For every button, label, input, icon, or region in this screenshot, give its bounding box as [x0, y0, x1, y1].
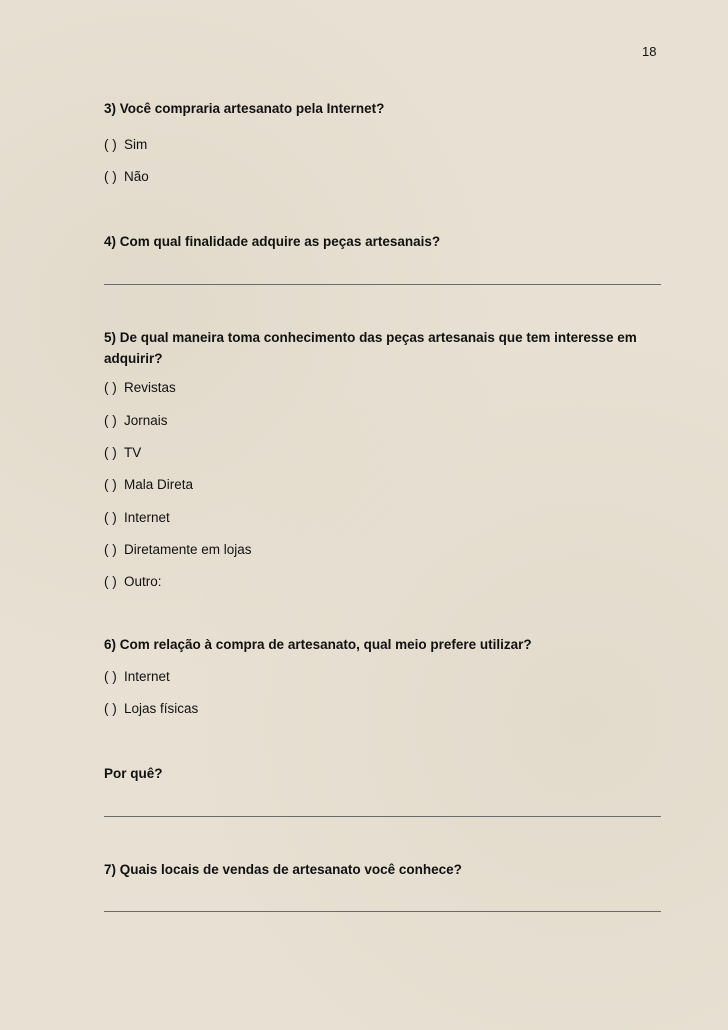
question-3: 3) Você compraria artesanato pela Internet?	[104, 101, 385, 116]
checkbox-mark: ( )	[104, 701, 117, 716]
option-q5-mala-direta	[104, 477, 193, 492]
answer-line-q4	[104, 284, 661, 285]
option-q5-diretamente-em-lojas	[104, 542, 252, 557]
option-label: Lojas físicas	[124, 701, 199, 716]
option-label: TV	[124, 445, 142, 460]
question-6-followup: Por quê?	[104, 766, 163, 781]
option-q5-revistas	[104, 380, 176, 395]
option-q6-lojas-fisicas	[104, 701, 198, 716]
answer-line-q7	[104, 911, 661, 912]
option-q5-jornais	[104, 413, 168, 428]
checkbox-mark: ( )	[104, 669, 117, 684]
option-q5-internet	[104, 510, 170, 525]
option-label: Diretamente em lojas	[124, 542, 252, 557]
checkbox-mark: ( )	[104, 445, 117, 460]
option-label: Internet	[124, 669, 170, 684]
checkbox-mark: ( )	[104, 574, 117, 589]
checkbox-mark: ( )	[104, 542, 117, 557]
option-label: Sim	[124, 137, 148, 152]
question-4: 4) Com qual finalidade adquire as peças artesanais?	[104, 234, 441, 249]
page-number: 18	[642, 44, 657, 59]
option-label: Revistas	[124, 380, 176, 395]
question-7: 7) Quais locais de vendas de artesanato você conhece?	[104, 862, 462, 877]
option-q6-internet	[104, 669, 170, 684]
option-q3-nao	[104, 169, 149, 184]
option-label: Internet	[124, 510, 170, 525]
checkbox-mark: ( )	[104, 510, 117, 525]
answer-line-q6	[104, 816, 661, 817]
checkbox-mark: ( )	[104, 477, 117, 492]
checkbox-mark: ( )	[104, 169, 117, 184]
question-6: 6) Com relação à compra de artesanato, qual meio prefere utilizar?	[104, 637, 532, 652]
option-label: Não	[124, 169, 149, 184]
option-label: Jornais	[124, 413, 168, 428]
option-q5-outro	[104, 574, 162, 589]
option-label: Outro:	[124, 574, 162, 589]
checkbox-mark: ( )	[104, 413, 117, 428]
checkbox-mark: ( )	[104, 137, 117, 152]
option-q5-tv	[104, 445, 141, 460]
checkbox-mark: ( )	[104, 380, 117, 395]
option-label: Mala Direta	[124, 477, 194, 492]
option-q3-sim	[104, 137, 147, 152]
question-5: 5) De qual maneira toma conhecimento das peças artesanais que tem interesse em adquirir?	[104, 330, 637, 366]
